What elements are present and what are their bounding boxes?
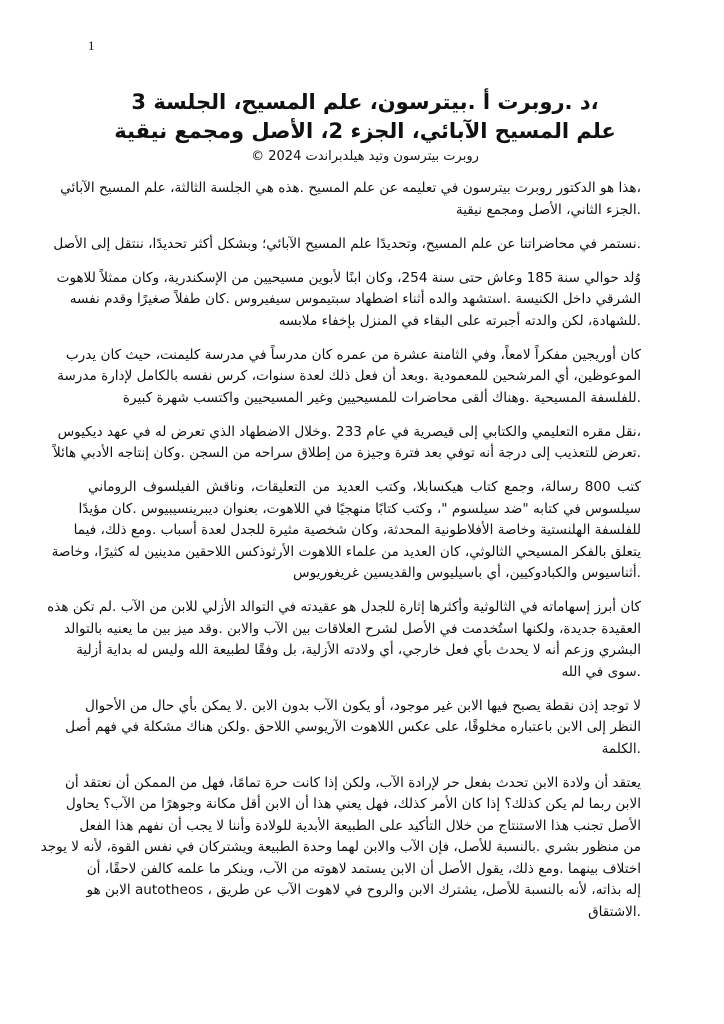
paragraph-line: كان أبرز إسهاماته في الثالوثية وأكثرها إثارة للجدل هو عقيدته في التوالد الأزلي للابن من الآب .لم تكن هذه xyxy=(47,599,641,615)
paragraph-line: .نستمر في محاضراتنا عن علم المسيح، وتحديدًا علم المسيح الآبائي؛ وبشكل أكثر تحديدًا، ننتقل إلى الأصل xyxy=(53,235,641,252)
paragraph-line: .تعرض للتعذيب إلى درجة أنه توفي بعد فترة وجيزة من إطلاق سراحه من السجن .وكان إنتاجه الأدبي هائلاً xyxy=(53,445,641,461)
paragraph-line: وُلد حوالي سنة 185 وعاش حتى سنة 254، وكان ابنًا لأبوين مسيحيين من الإسكندرية، وكان ممثلاً للاهوت xyxy=(56,269,641,286)
paragraph-line: .للشهادة، لكن والدته أجبرته على البقاء في المنزل بإخفاء ملابسه xyxy=(278,312,641,329)
paragraph xyxy=(47,597,641,683)
paragraph xyxy=(51,477,641,585)
paragraph-line: الشرقي داخل الكنيسة .استشهد والده أثناء اضطهاد سبتيموس سيفيروس .كان طفلاً صغيرًا وقدم نفسه xyxy=(69,291,641,307)
paragraph-line: الأصل تجنب هذا الاستنتاج من خلال التأكيد على الطبيعة الأبدية للولادة وأننا لا يجب أن نفهم هذا الفعل xyxy=(79,817,641,834)
paragraph xyxy=(60,178,641,221)
paragraph xyxy=(53,422,641,465)
document-body xyxy=(40,178,641,936)
paragraph-line: سيلسوس في كتابه "ضد سيلسوم "، وكتب كتابًا منهجيًا في اللاهوت، بعنوان ديبرينسيبيوس .كان مؤيدًا xyxy=(78,500,641,517)
paragraph-line: .أثناسيوس والكبادوكيين، أي باسيليوس والقديسين غريغوريوس xyxy=(293,565,641,581)
paragraph-line: .الاشتقاق xyxy=(588,903,641,920)
paragraph-line: البشري وزعم أنه لا يحدث بأي فعل خارجي، أي ولادته الأزلية، بل وفقًا لطبيعة الله وليس له بداية أزلية xyxy=(76,642,641,658)
paragraph-line: من منظور بشري .بالنسبة للأصل، فإن الآب والابن لهما وحدة الطبيعة ويشتركان في نفس القوة، لأنه لا يوجد xyxy=(40,839,641,855)
copyright-line: روبرت بيترسون وتيد هيلدبراندت 2024 © xyxy=(251,149,479,164)
paragraph-line: .سوى في الله xyxy=(561,663,641,680)
paragraph-line: إله بذاته، لأنه بالنسبة للأصل، يشترك الابن والروح في لاهوت الآب عن طريق ، autotheos الابن هو xyxy=(86,882,641,898)
paragraph-line: الابن ربما لم يكن كذلك؟ إذا كان الأمر كذلك، فهل يعني هذا أن الابن أقل مكانة وجوهرًا من الآب؟ يحاول xyxy=(65,796,641,812)
paragraph-line: يتعلق بالفكر المسيحي الثالوثي، كان العديد من علماء اللاهوت الأرثوذكس اللاحقين مدينين له كثيرًا، وخاصة xyxy=(51,543,641,560)
paragraph-line: يعتقد أن ولادة الابن تحدث بفعل حر لإرادة الآب، ولكن إذا كانت حرة تمامًا، فهل من الممكن أن نعتقد أن xyxy=(64,774,641,791)
paragraph xyxy=(56,268,641,333)
paragraph xyxy=(57,345,641,410)
paragraph-line: للفلسفة الهلنستية وخاصة الأفلاطونية المحدثة، وكان شخصية مثيرة للجدل لعدة أسباب .ومع ذلك، فيما xyxy=(73,522,641,538)
paragraph xyxy=(65,696,641,761)
paragraph-line: العقيدة جديدة، ولكنها استُخدمت في الأصل لشرح العلاقات بين الآب والابن .وقد ميز بين ما يعنيه بالتوالد xyxy=(63,620,641,637)
document-title-line-1: ،د .روبرت أ .بيترسون، علم المسيح، الجلسة 3 xyxy=(131,90,599,114)
paragraph-line: .الجزء الثاني، الأصل ومجمع نيقية xyxy=(455,201,641,218)
paragraph xyxy=(40,773,641,924)
document-header xyxy=(60,88,670,168)
page-number: 1 xyxy=(88,38,95,53)
paragraph-line: ،نقل مقره التعليمي والكتابي إلى قيصرية في عام 233 .وخلال الاضطهاد الذي تعرض له في عهد ديكيوس xyxy=(57,423,641,440)
paragraph-line: لا توجد إذن نقطة يصبح فيها الابن غير موجود، أو يكون الآب بدون الابن .لا يمكن بأي حال من الأحوال xyxy=(85,697,641,714)
paragraph-line: .الكلمة xyxy=(601,740,641,757)
paragraph-line: ،هذا هو الدكتور روبرت بيترسون في تعليمه عن علم المسيح .هذه هي الجلسة الثالثة، علم المسيح الآبائي xyxy=(60,180,641,196)
document-title-line-2: علم المسيح الآبائي، الجزء 2، الأصل ومجمع نيقية xyxy=(114,119,616,143)
paragraph-line: النظر إلى الابن باعتباره مخلوقًا، على عكس اللاهوت الآريوسي اللاحق .ولكن هناك مشكلة في فهم أصل xyxy=(65,719,641,735)
paragraph-line: كان أوريجين مفكراً لامعاً، وفي الثامنة عشرة من عمره كان مدرساً في مدرسة كليمنت، حيث كان يدرب xyxy=(65,346,641,363)
paragraph-line: .للفلسفة المسيحية .وهناك ألقى محاضرات للمسيحيين وغير المسيحيين واكتسب شهرة كبيرة xyxy=(122,389,641,406)
paragraph-line: كتب 800 رسالة، وجمع كتاب هيكسابلا، وكتب العديد من التعليقات، وناقش الفيلسوف الروماني xyxy=(88,479,641,495)
paragraph-line: اختلاف بينهما .ومع ذلك، يقول الأصل أن الابن يستمد لاهوته من الآب، وينكر ما علمه كالفن لاحقًا، أن xyxy=(86,860,641,877)
paragraph xyxy=(53,234,641,256)
paragraph-line: الموعوظين، أي المرشحين للمعمودية .وبعد أن فعل ذلك لعدة سنوات، كرس نفسه بالكامل لإدارة مدرسة xyxy=(57,368,641,384)
